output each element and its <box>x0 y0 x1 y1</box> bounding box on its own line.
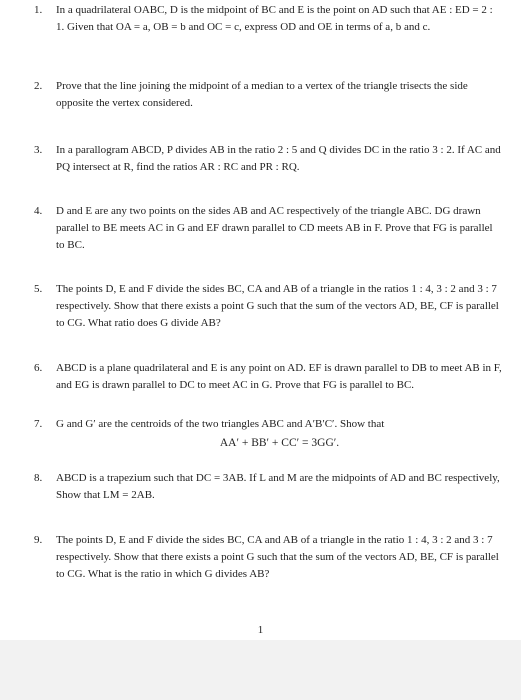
problem-number: 5. <box>34 283 43 295</box>
problem-2 <box>34 78 503 112</box>
problem-number: 2. <box>34 80 43 92</box>
formula: AA′ + BB′ + CC′ = 3GG′. <box>219 437 340 449</box>
problem-text: The points D, E and F divide the sides BC, CA and AB of a triangle in the ratio 1 : 4, 3 : 2 and 3 : 7 respectively. Show that there exists a point G such that the sum of the vectors AD, BE, CF is parallel to CG. What is the ratio in which G divides AB? <box>56 534 499 580</box>
problem-text: D and E are any two points on the sides AB and AC respectively of the triangle ABC. DG drawn parallel to BE meets AC in G and EF drawn parallel to CD meets AB in F. Prove that FG is parallel to BC. <box>56 205 493 251</box>
problem-number: 8. <box>34 472 43 484</box>
problem-4 <box>34 203 503 254</box>
problem-1 <box>34 2 503 36</box>
problem-text: Prove that the line joining the midpoint of a median to a vertex of the triangle trisects the side opposite the vertex considered. <box>56 80 468 109</box>
problem-number: 4. <box>34 205 43 217</box>
problem-text: In a quadrilateral OABC, D is the midpoint of BC and E is the point on AD such that AE : ED = 2 : 1. Given that OA = a, OB = b and OC = c, express OD and OE in terms of a, b and c. <box>56 4 493 33</box>
problem-8 <box>34 470 503 504</box>
problem-text: G and G′ are the centroids of the two triangles ABC and A′B′C′. Show that <box>56 418 385 430</box>
problem-7 <box>34 416 503 449</box>
problem-number: 1. <box>34 4 43 16</box>
problem-number: 6. <box>34 362 43 374</box>
problem-text: In a parallogram ABCD, P divides AB in the ratio 2 : 5 and Q divides DC in the ratio 3 : 2. If AC and PQ intersect at R, find the ratios AR : RC and PR : RQ. <box>56 144 501 173</box>
problem-text: ABCD is a trapezium such that DC = 3AB. If L and M are the midpoints of AD and BC respectively, Show that LM = 2AB. <box>56 472 500 501</box>
page-number: 1 <box>257 624 264 636</box>
problem-number: 3. <box>34 144 43 156</box>
problem-9 <box>34 532 503 583</box>
problem-text: The points D, E and F divide the sides BC, CA and AB of a triangle in the ratios 1 : 4, 3 : 2 and 3 : 7 respectively. Show that there exists a point G such that the sum of the vectors AD, BE, CF is parallel to CG. What ratio does G divide AB? <box>56 283 499 329</box>
problem-text: ABCD is a plane quadrilateral and E is any point on AD. EF is drawn parallel to DB to meet AB in F, and EG is drawn parallel to DC to meet AC in G. Prove that FG is parallel to BC. <box>56 362 502 391</box>
problem-number: 7. <box>34 418 43 430</box>
problem-number: 9. <box>34 534 43 546</box>
problem-5 <box>34 281 503 332</box>
problem-3 <box>34 142 503 176</box>
problem-6 <box>34 360 503 394</box>
